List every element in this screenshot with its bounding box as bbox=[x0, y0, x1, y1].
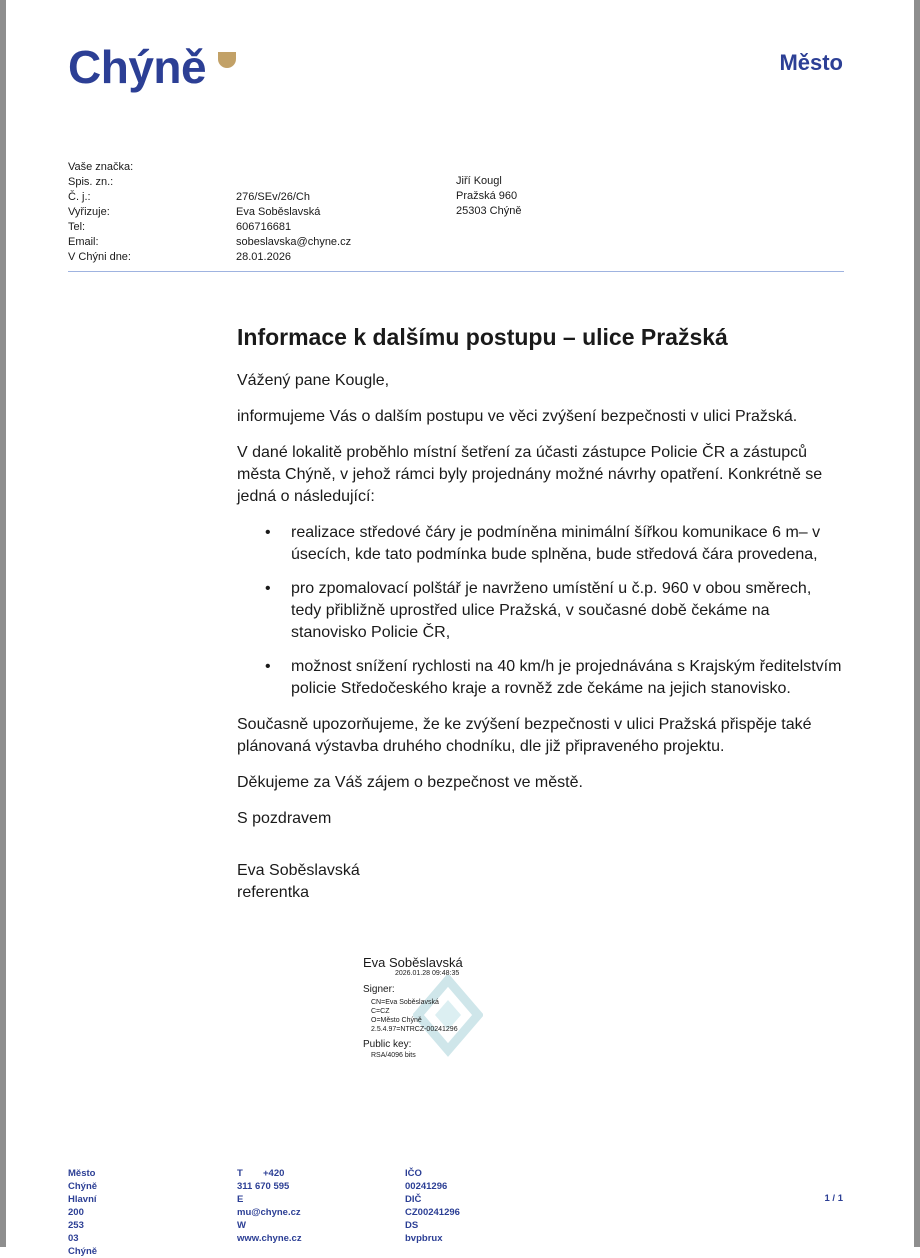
meta-row: Spis. zn.: bbox=[68, 176, 114, 188]
salutation: Vážený pane Kougle, bbox=[237, 372, 390, 389]
list-item: • pro zpomalovací polštář je navrženo umístění u č.p. 960 v obou směrech, tedy přibližně uprostřed ulice Pražská, v současné době čekáme na stanovisko Policie ČR, bbox=[265, 580, 812, 641]
reference-block bbox=[68, 160, 351, 265]
footer-contact: T +420 311 670 595 Emu@chyne.cz Wwww.chyne.cz bbox=[237, 1168, 302, 1244]
public-key-value: RSA/4096 bits bbox=[371, 1052, 416, 1059]
signature-watermark-icon bbox=[413, 975, 483, 1065]
page-border-left bbox=[0, 0, 6, 1247]
signature-name: Eva Soběslavská bbox=[363, 955, 463, 970]
footer-phone[interactable]: +420 311 670 595 bbox=[237, 1168, 290, 1192]
meta-row: Č. j.: 276/SEv/26/Ch bbox=[68, 191, 310, 203]
city-logo: Chýně bbox=[68, 41, 207, 93]
recipient-city: 25303 Chýně bbox=[456, 205, 522, 217]
closing: S pozdravem bbox=[237, 810, 332, 827]
measures-list bbox=[237, 522, 842, 700]
digital-signature-stamp bbox=[363, 955, 513, 1065]
recipient-address bbox=[456, 174, 521, 219]
signatory bbox=[237, 860, 842, 904]
recipient-street: Pražská 960 bbox=[456, 190, 518, 202]
footer-address: Město Chýně Hlavní 200 253 03 Chýně bbox=[68, 1168, 98, 1257]
footer-email-link[interactable]: mu@chyne.cz bbox=[237, 1207, 301, 1218]
signature-timestamp: 2026.01.28 09:48:35 bbox=[395, 970, 460, 977]
page-number: 1 / 1 bbox=[824, 1193, 843, 1204]
meta-row: Tel: 606716681 bbox=[68, 221, 292, 233]
signer-line: O=Město Chýně bbox=[371, 1017, 422, 1024]
meta-row: Email: sobeslavska@chyne.cz bbox=[68, 236, 352, 248]
signer-line: C=CZ bbox=[371, 1008, 390, 1015]
meta-row: Vyřizuje: Eva Soběslavská bbox=[68, 206, 321, 218]
signer-line: 2.5.4.97=NTRCZ-00241296 bbox=[371, 1026, 458, 1033]
footer-ids: IČO00241296 DIČCZ00241296 DSbvpbrux bbox=[405, 1168, 460, 1244]
bullet-icon: • bbox=[265, 524, 271, 541]
city-label: Město bbox=[779, 50, 843, 75]
coat-of-arms-icon bbox=[218, 52, 236, 68]
footer-web-link[interactable]: www.chyne.cz bbox=[237, 1233, 302, 1244]
signatory-name: Eva Soběslavská bbox=[237, 862, 360, 879]
meta-row: Vaše značka: bbox=[68, 161, 134, 173]
signer-line: CN=Eva Soběslavská bbox=[371, 999, 439, 1006]
letter-title: Informace k dalšímu postupu – ulice Pražská bbox=[237, 324, 728, 350]
bullet-icon: • bbox=[265, 658, 271, 675]
signatory-role: referentka bbox=[237, 884, 310, 901]
paragraph: informujeme Vás o dalším postupu ve věci zvýšení bezpečnosti v ulici Pražská. bbox=[237, 408, 798, 425]
page-border-right bbox=[914, 0, 920, 1247]
list-item: • možnost snížení rychlosti na 40 km/h je projednávána s Krajským ředitelstvím policie Středočeského kraje a rovněž zde čekáme na jejich stanovisko. bbox=[265, 658, 842, 697]
paragraph: Současně upozorňujeme, že ke zvýšení bezpečnosti v ulici Pražská přispěje také plánovaná výstavba druhého chodníku, dle již připraveného projektu. bbox=[237, 716, 812, 755]
paragraph: V dané lokalitě proběhlo místní šetření za účasti zástupce Policie ČR a zástupců města Chýně, v jehož rámci byly projednány možné návrhy opatření. Konkrétně se jedná o následující: bbox=[237, 444, 823, 505]
recipient-name: Jiří Kougl bbox=[456, 175, 502, 187]
signer-label: Signer: bbox=[363, 984, 395, 995]
list-item: • realizace středové čáry je podmíněna minimální šířkou komunikace 6 m– v úsecích, kde tato podmínka bude splněna, bude středová čára provedena, bbox=[265, 524, 821, 563]
header-divider bbox=[68, 271, 844, 272]
paragraph: Děkujeme za Váš zájem o bezpečnost ve městě. bbox=[237, 774, 583, 791]
meta-row: V Chýni dne: 28.01.2026 bbox=[68, 251, 292, 263]
bullet-icon: • bbox=[265, 580, 271, 597]
letter-body bbox=[237, 322, 842, 904]
public-key-label: Public key: bbox=[363, 1039, 412, 1050]
